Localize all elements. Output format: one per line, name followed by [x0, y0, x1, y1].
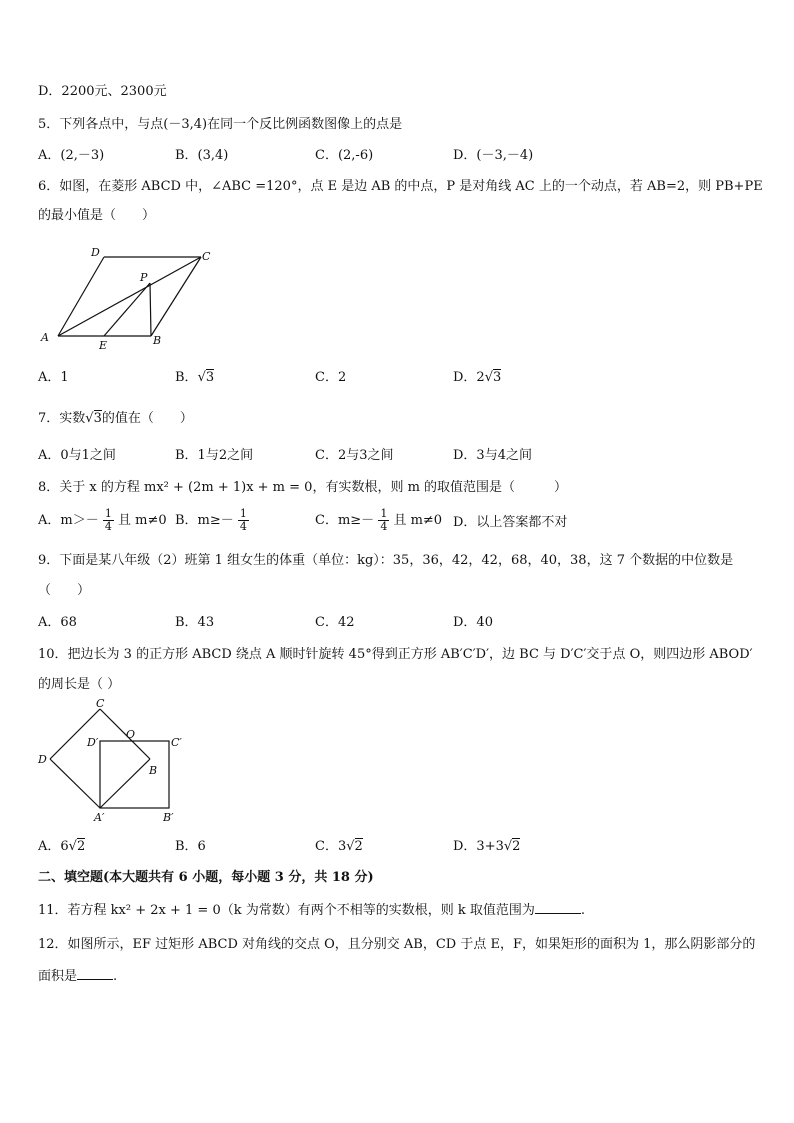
fraction-denominator: 4	[380, 520, 388, 533]
q9-stem-line1: 9．下面是某八年级（2）班第 1 组女生的体重（单位：kg）：35，36，42，42，68，40，38，这 7 个数据的中位数是	[38, 553, 734, 568]
q10-stem-line1: 10．把边长为 3 的正方形 ABCD 绕点 A 顺时针旋转 45°得到正方形 AB′C′D′，边 BC 与 D′C′交于点 O，则四边形 ABOD′	[38, 647, 753, 662]
q6-option-b	[175, 369, 214, 387]
q11-stem-end: .	[580, 903, 586, 918]
q8-option-b	[175, 508, 249, 533]
q6-label-b: B	[153, 334, 162, 347]
q7-stem-suffix: 的值在（ ）	[101, 411, 193, 426]
q11-stem-text: 11．若方程 kx² + 2x + 1 = 0（k 为常数）有两个不相等的实数根，则 k 取值范围为	[38, 903, 535, 918]
q10-label-d: D	[38, 753, 47, 766]
q10-label-o: O	[126, 728, 136, 741]
q5-option-a: A．(2,－3)	[38, 148, 105, 163]
q10-option-b: B．6	[175, 839, 206, 854]
q8-stem: 8．关于 x 的方程 mx² + (2m + 1)x + m = 0，有实数根，则 m 的取值范围是（ ）	[38, 480, 568, 495]
q12-stem-end: .	[113, 969, 118, 984]
q7-stem	[38, 410, 193, 428]
q12-answer-blank[interactable]	[77, 967, 113, 980]
q10-option-d-prefix: D．3+3	[453, 839, 504, 854]
q7-stem-prefix: 7．实数	[38, 411, 86, 426]
sqrt-sign: √	[85, 411, 94, 426]
q10-square-rotation-figure	[36, 696, 196, 828]
sqrt-sign: √	[346, 839, 355, 854]
q8-option-a-prefix: A．m＞－	[38, 513, 99, 528]
q6-option-c: C．2	[315, 370, 347, 385]
q5-option-b: B．(3,4)	[175, 148, 229, 163]
q7-option-a: A．0与1之间	[38, 448, 116, 463]
q5-option-d: D．(－3,－4)	[453, 148, 534, 163]
fraction-denominator: 4	[239, 520, 247, 533]
q6-rhombus-figure	[38, 240, 223, 355]
q10-option-d-radicand: 2	[512, 839, 521, 854]
q8-option-a	[38, 508, 167, 533]
q5-stem: 5．下列各点中，与点(－3,4)在同一个反比例函数图像上的点是	[38, 117, 403, 132]
q10-option-a-prefix: A．6	[38, 839, 69, 854]
q6-stem-line2: 的最小值是（ ）	[38, 208, 156, 223]
q10-stem-line2: 的周长是（ ）	[38, 677, 121, 692]
q12-stem-text: 面积是	[38, 969, 78, 984]
q12-stem-line1: 12．如图所示，EF 过矩形 ABCD 对角线的交点 O，且分别交 AB，CD 于点 E，F，如果矩形的面积为 1，那么阴影部分的	[38, 937, 756, 952]
q7-option-c: C．2与3之间	[315, 448, 394, 463]
q10-label-d-prime: D′	[87, 736, 99, 749]
q10-label-b: B	[149, 764, 158, 777]
q6-label-d: D	[91, 246, 100, 259]
q7-option-d: D．3与4之间	[453, 448, 532, 463]
fraction	[238, 508, 249, 533]
q10-option-d	[453, 838, 520, 856]
q6-option-a: A．1	[38, 370, 69, 385]
q6-label-a: A	[41, 331, 49, 344]
fraction-numerator: 1	[239, 507, 247, 520]
q4-option-d: D．2200元、2300元	[38, 84, 167, 99]
sqrt-sign: √	[197, 370, 206, 385]
q8-option-b-prefix: B．m≥－	[175, 513, 234, 528]
q6-option-b-radicand: 3	[205, 370, 215, 385]
q8-option-c-suffix: 且 m≠0	[393, 513, 443, 528]
sqrt-sign: √	[503, 839, 513, 854]
q10-option-a	[38, 838, 85, 856]
q9-option-d: D．40	[453, 615, 493, 630]
q10-label-c-prime: C′	[171, 736, 182, 749]
section-2-title: 二、填空题(本大题共有 6 小题，每小题 3 分，共 18 分)	[38, 870, 374, 885]
q9-option-b: B．43	[175, 615, 215, 630]
fraction-denominator: 4	[104, 520, 112, 533]
q6-label-c: C	[202, 250, 211, 263]
sqrt-sign: √	[484, 370, 493, 385]
q10-label-b-prime: B′	[163, 811, 174, 824]
q8-option-c-prefix: C．m≥－	[315, 513, 375, 528]
q10-label-a-prime: A′	[94, 811, 105, 824]
q6-option-d	[453, 369, 501, 387]
fraction	[103, 508, 114, 533]
q10-option-c	[315, 838, 363, 856]
q10-option-c-prefix: C．3	[315, 839, 347, 854]
q6-option-d-radicand: 3	[493, 370, 502, 385]
q9-stem-line2: （ ）	[38, 583, 91, 598]
q6-option-b-prefix: B．	[175, 370, 198, 385]
q5-option-c: C．(2,-6)	[315, 148, 374, 163]
q8-option-a-suffix: 且 m≠0	[118, 513, 167, 528]
fraction-numerator: 1	[104, 507, 112, 520]
q10-option-a-radicand: 2	[76, 839, 86, 854]
fraction	[378, 508, 389, 533]
q12-stem-line2	[38, 967, 117, 986]
q7-option-b: B．1与2之间	[175, 448, 254, 463]
q6-label-e: E	[99, 339, 108, 352]
q6-stem-line1: 6．如图，在菱形 ABCD 中，∠ABC =120°，点 E 是边 AB 的中点，P 是对角线 AC 上的一个动点，若 AB=2，则 PB+PE	[38, 179, 763, 194]
q9-option-c: C．42	[315, 615, 355, 630]
q8-option-c	[315, 508, 442, 533]
fraction-numerator: 1	[380, 507, 388, 520]
q7-radicand: 3	[93, 411, 102, 426]
sqrt-sign: √	[68, 839, 77, 854]
q10-option-c-radicand: 2	[354, 839, 363, 854]
q6-label-p: P	[140, 271, 148, 284]
q9-option-a: A．68	[38, 615, 77, 630]
q11-stem	[38, 901, 585, 920]
q8-option-d: D．以上答案都不对	[453, 515, 568, 530]
q6-option-d-prefix: D．2	[453, 370, 485, 385]
q11-answer-blank[interactable]	[535, 901, 581, 914]
q10-label-c: C	[96, 697, 105, 710]
